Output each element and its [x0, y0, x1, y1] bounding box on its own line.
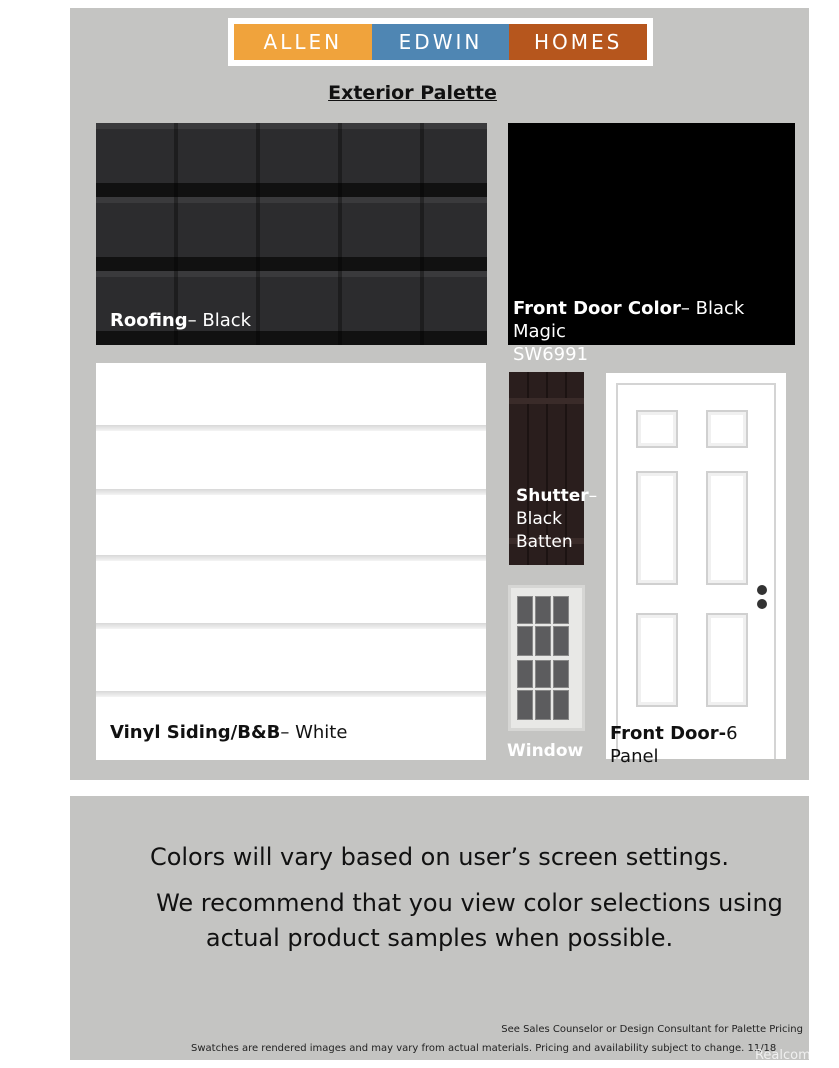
window-pane: [553, 660, 569, 688]
window-pane: [517, 660, 533, 688]
window-pane: [517, 596, 533, 624]
notice-line-3: actual product samples when possible.: [205, 924, 674, 952]
front-door-label: [610, 722, 786, 768]
door-deadbolt: [757, 599, 767, 609]
pricing-note: See Sales Counselor or Design Consultant for Palette Pricing: [501, 1024, 803, 1035]
front-door-swatch: [606, 373, 786, 767]
disclaimer-note: Swatches are rendered images and may vary from actual materials. Pricing and availability subject to change. 11/18: [191, 1043, 777, 1054]
door-panel: [706, 410, 748, 448]
siding-board: [96, 623, 486, 629]
window-pane: [535, 660, 551, 688]
siding-value: – White: [280, 722, 348, 743]
logo-segment-allen: ALLEN: [234, 24, 372, 60]
window-label: Window: [507, 741, 584, 761]
shutter-crossbar: [509, 398, 584, 404]
front-door-name: Front Door-: [610, 723, 727, 744]
front-door-color-value: – Black Magic: [513, 298, 745, 342]
logo-segment-homes: HOMES: [509, 24, 647, 60]
door-knob: [757, 585, 767, 595]
window-pane: [553, 690, 569, 720]
door-panel: [706, 613, 748, 707]
shutter-label: [516, 485, 597, 554]
shutter-value-line3: Batten: [516, 532, 573, 552]
siding-board: [96, 489, 486, 495]
siding-label: [110, 721, 347, 744]
roofing-label: [110, 309, 251, 332]
shutter-value-line2: Black: [516, 509, 562, 529]
allen-edwin-homes-logo: [228, 18, 653, 66]
door-panel: [636, 471, 678, 585]
shutter-swatch: [509, 372, 598, 565]
front-door-color-name: Front Door Color: [513, 298, 681, 319]
window-pane: [517, 626, 533, 656]
front-door-value: 6 Panel: [610, 723, 738, 767]
window-pane: [517, 690, 533, 720]
shutter-value-dash: –: [588, 486, 598, 506]
siding-board: [96, 691, 486, 697]
realcomp-watermark: Realcomp: [754, 1048, 819, 1063]
front-door-color-label: [513, 297, 795, 366]
siding-board: [96, 555, 486, 561]
siding-name: Vinyl Siding/B&B: [110, 722, 281, 743]
window-pane: [553, 596, 569, 624]
logo-segment-edwin: EDWIN: [372, 24, 510, 60]
roofing-swatch: [96, 123, 487, 345]
front-door-color-code: SW6991: [513, 344, 589, 365]
notice-line-2: We recommend that you view color selections using: [156, 889, 783, 917]
roofing-name: Roofing: [110, 310, 188, 331]
window-pane: [535, 690, 551, 720]
page-title: Exterior Palette: [328, 82, 497, 104]
door-panel: [636, 410, 678, 448]
window-pane: [535, 596, 551, 624]
window-swatch: [508, 585, 585, 731]
door-panel: [636, 613, 678, 707]
siding-swatch: [96, 363, 486, 760]
door-panel: [706, 471, 748, 585]
shutter-name: Shutter: [516, 486, 589, 506]
notice-line-1: Colors will vary based on user’s screen settings.: [149, 843, 730, 871]
window-pane: [535, 626, 551, 656]
front-door-color-swatch: [508, 123, 795, 365]
siding-board: [96, 425, 486, 431]
roofing-value: – Black: [187, 310, 252, 331]
window-pane: [553, 626, 569, 656]
